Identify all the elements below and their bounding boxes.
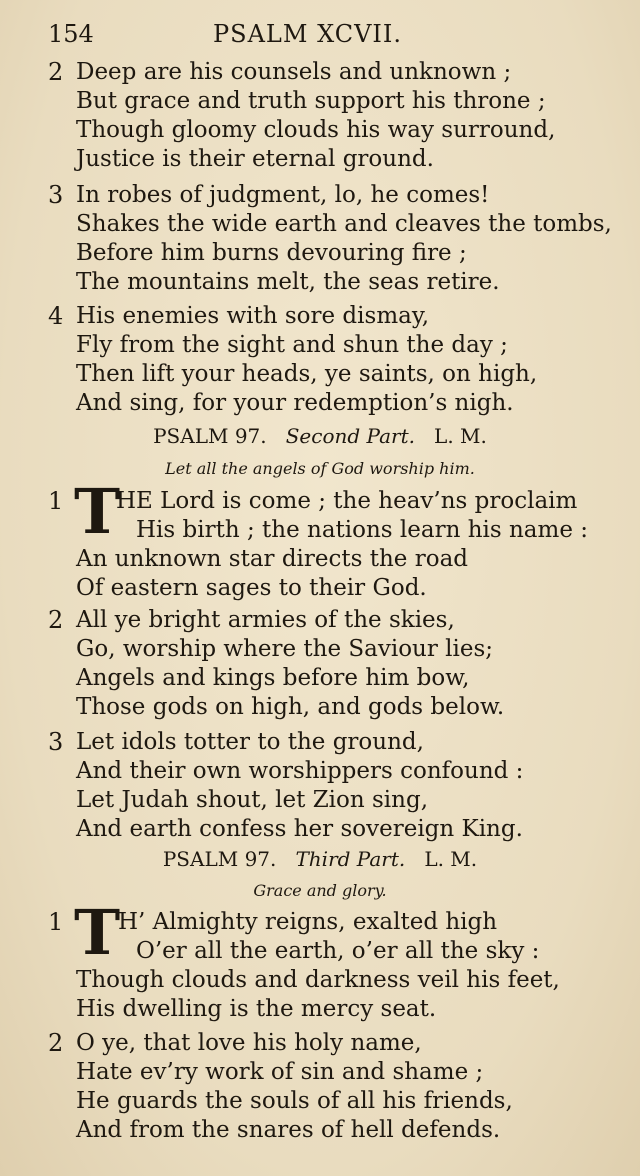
verse-line: His dwelling is the mercy seat.: [76, 996, 437, 1022]
psalm-number: PSALM 97.: [153, 424, 267, 448]
verse-line: Hate ev’ry work of sin and shame ;: [76, 1059, 484, 1085]
running-title: PSALM XCVII.: [213, 20, 403, 48]
verse-line: Though gloomy clouds his way surround,: [76, 117, 556, 143]
verse-line: And earth confess her sovereign King.: [76, 816, 523, 842]
verse-line: Angels and kings before him bow,: [76, 665, 470, 691]
verse-line: Of eastern sages to their God.: [76, 575, 427, 601]
stanza-number: 2: [48, 1029, 64, 1057]
verse-line: But grace and truth support his throne ;: [76, 88, 546, 114]
verse-line: Those gods on high, and gods below.: [76, 694, 505, 720]
stanza-number: 2: [48, 58, 64, 86]
part-label: Third Part.: [295, 847, 406, 871]
verse-line: Deep are his counsels and unknown ;: [76, 59, 512, 85]
stanza-number: 3: [48, 728, 64, 756]
stanza-number: 3: [48, 181, 64, 209]
verse-line: His birth ; the nations learn his name :: [136, 517, 588, 543]
stanza-number: 1: [48, 487, 64, 515]
psalm-number: PSALM 97.: [162, 847, 277, 871]
verse-line: Let idols totter to the ground,: [76, 729, 424, 755]
page-number: 154: [48, 20, 94, 48]
verse-line: Then lift your heads, ye saints, on high,: [76, 361, 538, 387]
part-heading-third: [0, 847, 640, 871]
verse-line: HE Lord is come ; the heav’ns proclaim: [116, 488, 578, 514]
verse-line: And sing, for your redemption’s nigh.: [76, 390, 514, 416]
verse-line: Justice is their eternal ground.: [76, 146, 434, 172]
drop-cap: T: [74, 475, 121, 548]
verse-line: And their own worshippers confound :: [76, 758, 524, 784]
verse-line: His enemies with sore dismay,: [76, 303, 430, 329]
running-head: [48, 20, 600, 54]
verse-line: O ye, that love his holy name,: [76, 1030, 422, 1056]
part-subtitle: Let all the angels of God worship him.: [165, 459, 475, 478]
part-heading-second: [0, 424, 640, 448]
verse-line: O’er all the earth, o’er all the sky :: [136, 938, 540, 964]
stanza-number: 1: [48, 908, 64, 936]
verse-line: Let Judah shout, let Zion sing,: [76, 787, 429, 813]
verse-line: Go, worship where the Saviour lies;: [76, 636, 494, 662]
verse-line: He guards the souls of all his friends,: [76, 1088, 513, 1114]
verse-line: In robes of judgment, lo, he comes!: [76, 182, 490, 208]
verse-line: H’ Almighty reigns, exalted high: [118, 909, 498, 935]
meter-label: L. M.: [434, 424, 487, 448]
verse-line: Before him burns devouring fire ;: [76, 240, 467, 266]
stanza-number: 4: [48, 302, 64, 330]
verse-line: The mountains melt, the seas retire.: [76, 269, 500, 295]
part-label: Second Part.: [285, 424, 415, 448]
part-subtitle: Grace and glory.: [253, 881, 387, 900]
stanza-number: 2: [48, 606, 64, 634]
meter-label: L. M.: [424, 847, 478, 871]
verse-line: Though clouds and darkness veil his feet,: [76, 967, 560, 993]
drop-cap: T: [74, 896, 121, 969]
verse-line: And from the snares of hell defends.: [76, 1117, 501, 1143]
verse-line: All ye bright armies of the skies,: [76, 607, 455, 633]
verse-line: Fly from the sight and shun the day ;: [76, 332, 508, 358]
verse-line: Shakes the wide earth and cleaves the tombs,: [76, 211, 612, 237]
verse-line: An unknown star directs the road: [76, 546, 469, 572]
